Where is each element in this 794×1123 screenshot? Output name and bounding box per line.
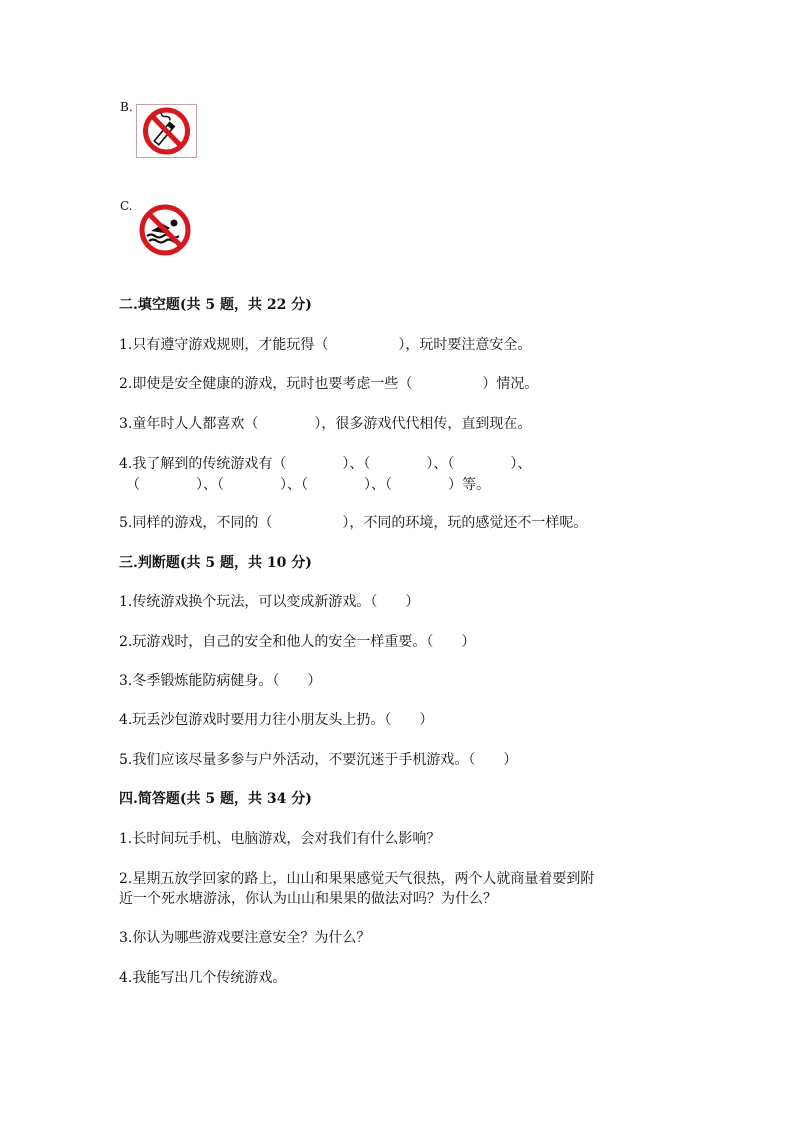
judge-question-5: 5.我们应该尽量多参与户外活动，不要沉迷于手机游戏。（ ） <box>119 752 518 768</box>
short-answer-question-2: 2.星期五放学回家的路上，山山和果果感觉天气很热，两个人就商量着要到附 <box>119 871 595 887</box>
section-heading-judge: 三.判断题(共 5 题，共 10 分) <box>119 555 312 571</box>
short-answer-question-2-continued: 近一个死水塘游泳，你认为山山和果果的做法对吗？为什么？ <box>119 891 497 907</box>
judge-question-1: 1.传统游戏换个玩法，可以变成新游戏。（ ） <box>119 594 420 610</box>
short-answer-question-1: 1.长时间玩手机、电脑游戏，会对我们有什么影响？ <box>119 831 441 847</box>
judge-question-3: 3.冬季锻炼能防病健身。（ ） <box>119 673 322 689</box>
section-heading-short-answer: 四.简答题(共 5 题，共 34 分) <box>119 791 312 807</box>
fill-blank-question-4: 4.我了解到的传统游戏有（ ）、（ ）、（ ）、 <box>119 456 532 472</box>
no-smoking-icon <box>136 104 198 162</box>
no-swimming-icon <box>137 203 193 261</box>
judge-question-2: 2.玩游戏时，自己的安全和他人的安全一样重要。（ ） <box>119 634 476 650</box>
fill-blank-question-2: 2.即使是安全健康的游戏，玩时也要考虑一些（ ）情况。 <box>119 376 539 392</box>
section-heading-fill-blank: 二.填空题(共 5 题，共 22 分) <box>119 297 312 313</box>
option-c-label: C. <box>120 199 133 213</box>
fill-blank-question-3: 3.童年时人人都喜欢（ ），很多游戏代代相传，直到现在。 <box>119 416 532 432</box>
judge-question-4: 4.玩丢沙包游戏时要用力往小朋友头上扔。（ ） <box>119 712 434 728</box>
short-answer-question-4: 4.我能写出几个传统游戏。 <box>119 970 287 986</box>
option-b-label: B. <box>120 100 133 114</box>
fill-blank-question-1: 1.只有遵守游戏规则，才能玩得（ ），玩时要注意安全。 <box>119 337 532 353</box>
fill-blank-question-5: 5.同样的游戏，不同的（ ），不同的环境，玩的感觉还不一样呢。 <box>119 515 588 531</box>
short-answer-question-3: 3.你认为哪些游戏要注意安全？为什么？ <box>119 930 371 946</box>
fill-blank-question-4-continued: （ ）、（ ）、（ ）、（ ）等。 <box>126 477 490 493</box>
